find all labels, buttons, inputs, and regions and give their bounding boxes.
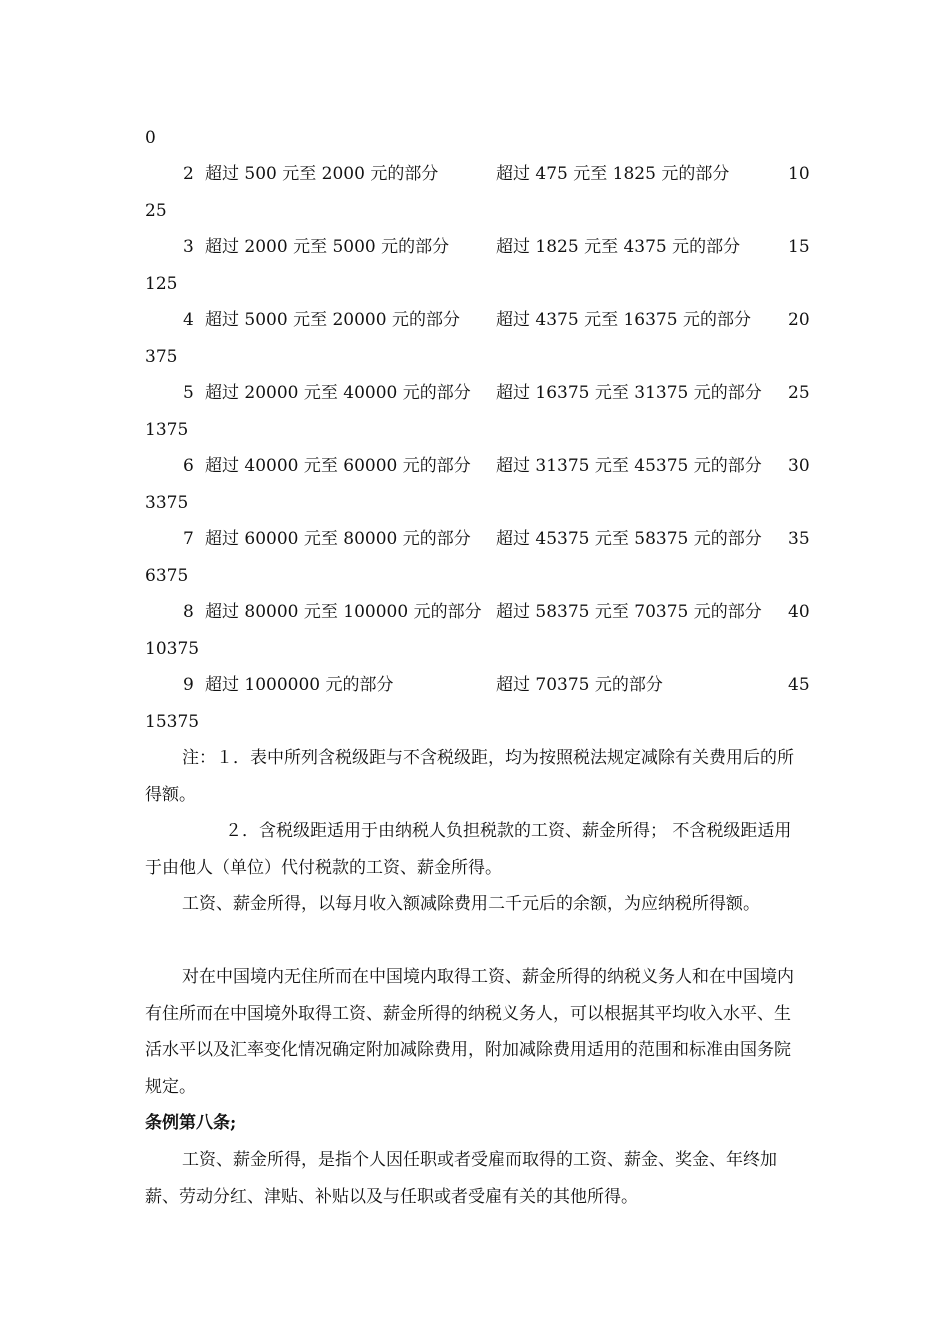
quick-deduction: 1375 bbox=[145, 420, 189, 440]
quick-deduction: 25 bbox=[145, 201, 167, 221]
quick-deduction: 6375 bbox=[145, 566, 189, 586]
untaxed-bracket: 超过 45375 元至 58375 元的部分 bbox=[496, 529, 762, 549]
quick-deduction: 10375 bbox=[145, 639, 200, 659]
tax-rate: 15 bbox=[788, 237, 810, 257]
article-8-heading bbox=[145, 1105, 807, 1142]
untaxed-bracket: 超过 70375 元的部分 bbox=[496, 675, 663, 695]
taxed-bracket: 超过 2000 元至 5000 元的部分 bbox=[205, 237, 450, 257]
untaxed-bracket: 超过 16375 元至 31375 元的部分 bbox=[496, 383, 762, 403]
tax-rate: 35 bbox=[788, 529, 810, 549]
taxed-bracket: 超过 80000 元至 100000 元的部分 bbox=[205, 602, 482, 622]
untaxed-bracket: 超过 475 元至 1825 元的部分 bbox=[496, 164, 730, 184]
paragraph-taxable-income-text: 工资、薪金所得，以每月收入额减除费用二千元后的余额，为应纳税所得额。 bbox=[182, 894, 760, 914]
tax-rate: 10 bbox=[788, 164, 810, 184]
quick-deduction: 375 bbox=[145, 347, 178, 367]
note-2-text: ２．含税级距适用于由纳税人负担税款的工资、薪金所得； 不含税级距适用于由他人（单位）代付税款的工资、薪金所得。 bbox=[145, 821, 792, 878]
paragraph-taxable-income bbox=[145, 886, 807, 923]
tax-rate: 30 bbox=[788, 456, 810, 476]
taxed-bracket: 超过 500 元至 2000 元的部分 bbox=[205, 164, 439, 184]
paragraph-wage-definition-text: 工资、薪金所得，是指个人因任职或者受雇而取得的工资、薪金、奖金、年终加薪、劳动分红、津贴、补贴以及与任职或者受雇有关的其他所得。 bbox=[145, 1150, 777, 1207]
taxed-bracket: 超过 20000 元至 40000 元的部分 bbox=[205, 383, 471, 403]
taxed-bracket: 超过 40000 元至 60000 元的部分 bbox=[205, 456, 471, 476]
untaxed-bracket: 超过 31375 元至 45375 元的部分 bbox=[496, 456, 762, 476]
quick-deduction: 15375 bbox=[145, 712, 200, 732]
untaxed-bracket: 超过 1825 元至 4375 元的部分 bbox=[496, 237, 741, 257]
tax-rate: 20 bbox=[788, 310, 810, 330]
quick-deduction: 3375 bbox=[145, 493, 189, 513]
table-row-index: 4 bbox=[183, 310, 194, 330]
article-8-heading-text: 条例第八条; bbox=[145, 1113, 237, 1133]
note-1-text: 注：１．表中所列含税级距与不含税级距，均为按照税法规定减除有关费用后的所得额。 bbox=[145, 748, 794, 805]
table-row-index: 2 bbox=[183, 164, 194, 184]
table-row-index: 6 bbox=[183, 456, 194, 476]
row-1-deduction: 0 bbox=[145, 128, 156, 148]
table-row-index: 3 bbox=[183, 237, 194, 257]
table-row-index: 7 bbox=[183, 529, 194, 549]
table-row-index: 8 bbox=[183, 602, 194, 622]
paragraph-wage-definition bbox=[145, 1142, 807, 1215]
taxed-bracket: 超过 5000 元至 20000 元的部分 bbox=[205, 310, 460, 330]
taxed-bracket: 超过 60000 元至 80000 元的部分 bbox=[205, 529, 471, 549]
paragraph-additional-deduction bbox=[145, 959, 807, 1105]
table-row-index: 5 bbox=[183, 383, 194, 403]
tax-rate: 25 bbox=[788, 383, 810, 403]
note-2 bbox=[145, 813, 807, 886]
paragraph-additional-deduction-text: 对在中国境内无住所而在中国境内取得工资、薪金所得的纳税义务人和在中国境内有住所而在中国境外取得工资、薪金所得的纳税义务人，可以根据其平均收入水平、生活水平以及汇率变化情况确定附加减除费用，附加减除费用适用的范围和标准由国务院规定。 bbox=[145, 967, 794, 1097]
table-row-index: 9 bbox=[183, 675, 194, 695]
untaxed-bracket: 超过 4375 元至 16375 元的部分 bbox=[496, 310, 751, 330]
quick-deduction: 125 bbox=[145, 274, 178, 294]
taxed-bracket: 超过 1000000 元的部分 bbox=[205, 675, 394, 695]
untaxed-bracket: 超过 58375 元至 70375 元的部分 bbox=[496, 602, 762, 622]
note-1 bbox=[145, 740, 807, 813]
tax-rate: 45 bbox=[788, 675, 810, 695]
tax-rate: 40 bbox=[788, 602, 810, 622]
